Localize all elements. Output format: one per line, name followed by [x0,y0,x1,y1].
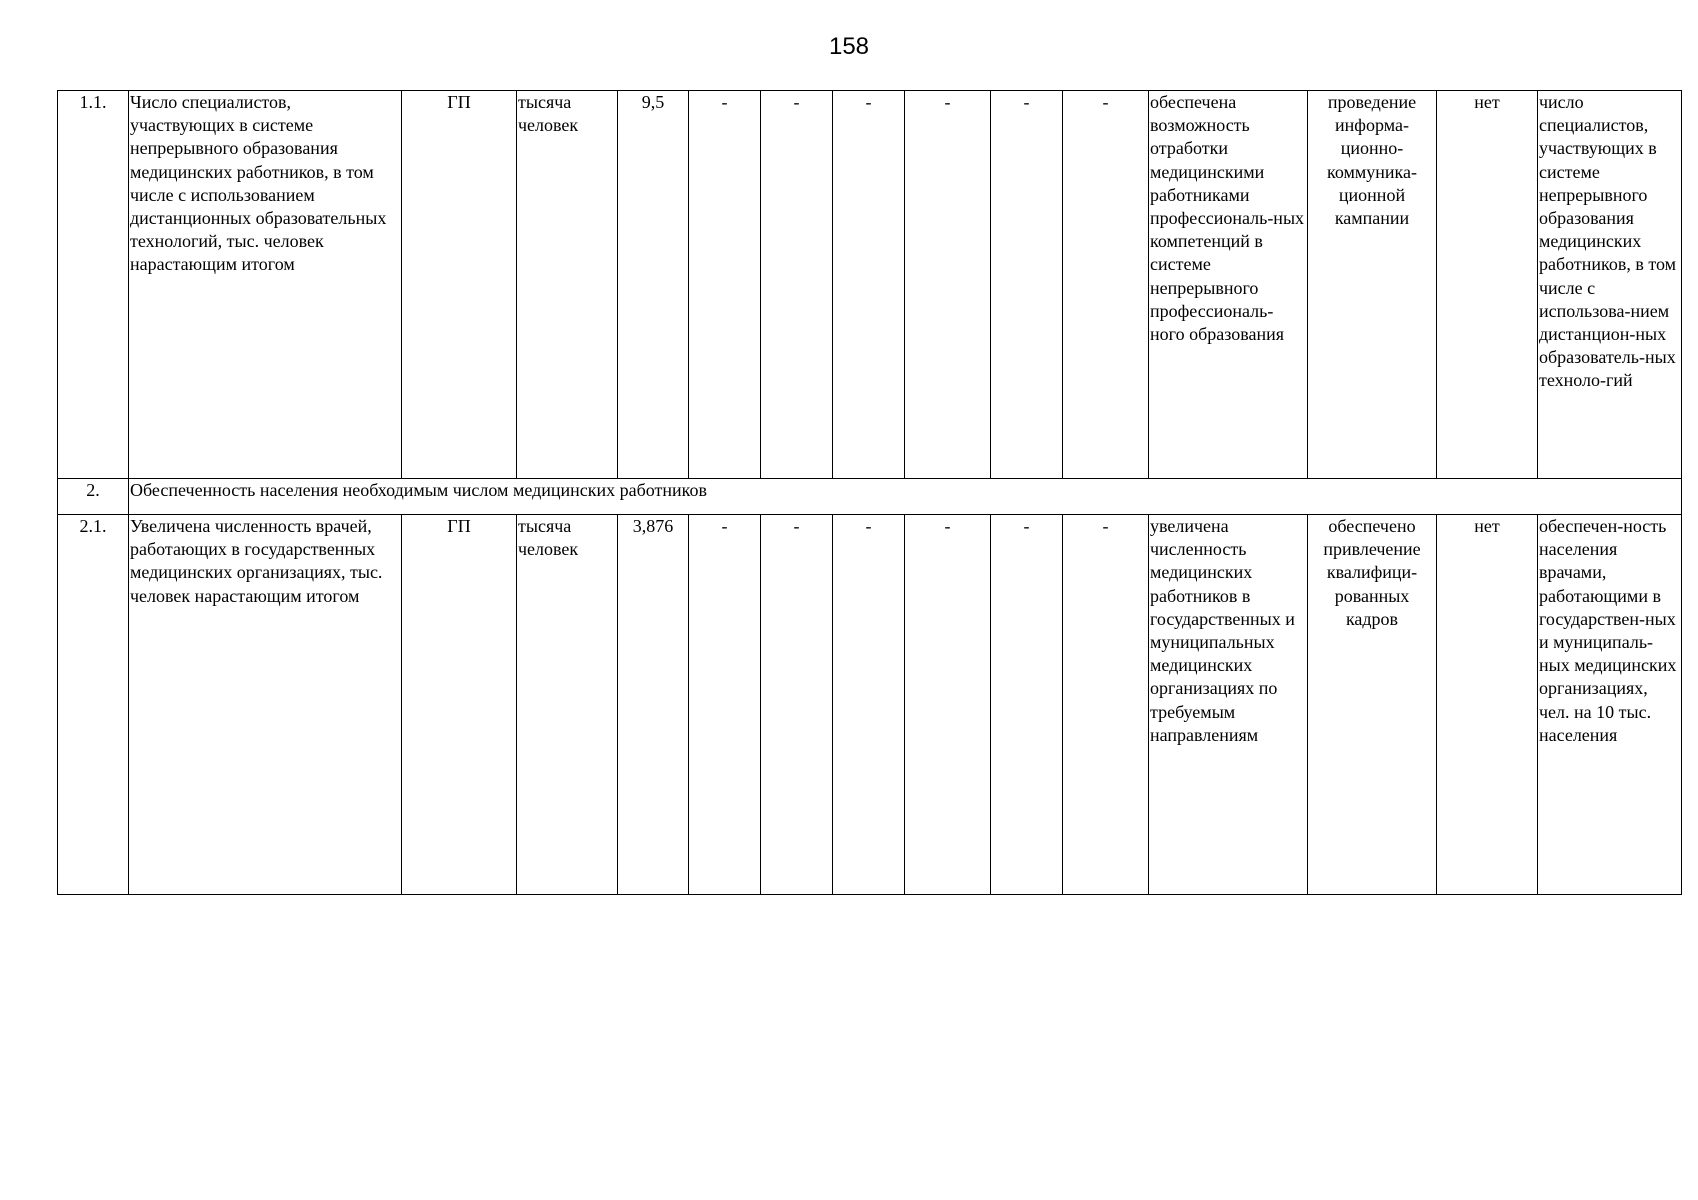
result-cell: обеспечена возможность отработки медицинскими работниками профессиональ-ных компетенций в системе непрерывного профессиональ-ного образования [1149,91,1308,479]
table-row [58,515,1682,895]
section-number: 2. [58,479,129,515]
period-value-cell: - [905,515,991,895]
level-cell: ГП [402,515,517,895]
level-cell: ГП [402,91,517,479]
period-value-cell: - [689,515,761,895]
period-value-cell: - [761,91,833,479]
section-row [58,479,1682,515]
base-value-cell: 9,5 [618,91,689,479]
target-indicator-cell: число специалистов, участвующих в системе непрерывного образования медицинских работников, в том числе с использова-нием дистанцион-ных образователь-ных техноло-гий [1538,91,1682,479]
period-value-cell: - [833,91,905,479]
period-value-cell: - [1063,515,1149,895]
indicator-name: Число специалистов, участвующих в системе непрерывного образования медицинских работников, в том числе с использованием дистанционных образовательных технологий, тыс. человек нарастающим итогом [129,91,402,479]
measure-cell: проведение информа-ционно-коммуника-ционной кампании [1308,91,1437,479]
base-value-cell: 3,876 [618,515,689,895]
table-row [58,91,1682,479]
indicators-table [57,90,1682,895]
period-value-cell: - [833,515,905,895]
period-value-cell: - [905,91,991,479]
period-value-cell: - [991,91,1063,479]
flag-cell: нет [1437,515,1538,895]
row-number: 1.1. [58,91,129,479]
indicator-name: Увеличена численность врачей, работающих в государственных медицинских организациях, тыс. человек нарастающим итогом [129,515,402,895]
period-value-cell: - [689,91,761,479]
flag-cell: нет [1437,91,1538,479]
unit-cell: тысяча человек [517,91,618,479]
target-indicator-cell: обеспечен-ность населения врачами, работающими в государствен-ных и муниципаль-ных медицинских организациях, чел. на 10 тыс. населения [1538,515,1682,895]
page-number: 158 [828,33,870,60]
period-value-cell: - [761,515,833,895]
measure-cell: обеспечено привлечение квалифици-рованных кадров [1308,515,1437,895]
row-number: 2.1. [58,515,129,895]
section-title: Обеспеченность населения необходимым числом медицинских работников [129,479,1682,515]
period-value-cell: - [1063,91,1149,479]
unit-cell: тысяча человек [517,515,618,895]
result-cell: увеличена численность медицинских работников в государственных и муниципальных медицинских организациях по требуемым направлениям [1149,515,1308,895]
period-value-cell: - [991,515,1063,895]
